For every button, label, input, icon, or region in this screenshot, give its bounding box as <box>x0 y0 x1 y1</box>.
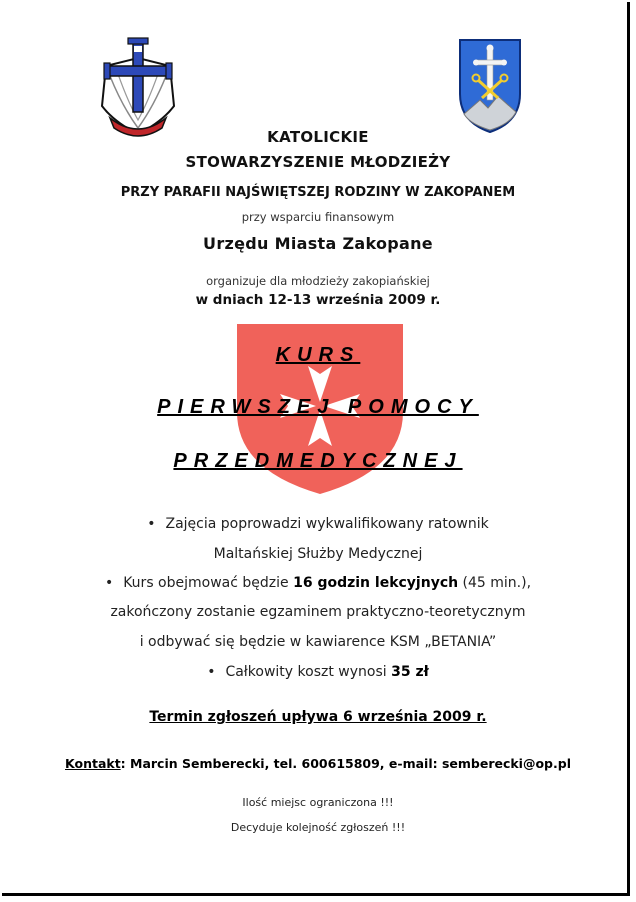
detail-bullet-3 <box>0 664 636 680</box>
ksm-emblem-icon <box>88 36 188 142</box>
organizes-text: organizuje dla młodzieży zakopiańskiej <box>206 274 430 288</box>
course-title-pierwszej-pomocy: PIERWSZEJ POMOCY <box>157 396 479 418</box>
registration-deadline: Termin zgłoszeń upływa 6 września 2009 r. <box>149 709 487 725</box>
event-dates: w dniach 12-13 września 2009 r. <box>195 292 441 308</box>
detail-bullet-2-post: (45 min.), <box>458 575 532 591</box>
detail-bullet-2-cont-2: i odbywać się będzie w kawiarence KSM „BETANIA” <box>139 634 497 650</box>
detail-bullet-1-text: Zajęcia poprowadzi wykwalifikowany ratownik <box>165 516 489 532</box>
note-order-of-registration: Decyduje kolejność zgłoszeń !!! <box>230 821 406 834</box>
detail-hours: 16 godzin lekcyjnych <box>293 575 459 591</box>
bullet-icon: • <box>147 516 156 532</box>
detail-bullet-2 <box>0 575 636 591</box>
contact-line <box>0 756 636 771</box>
detail-bullet-1-cont: Maltańskiej Służby Medycznej <box>213 546 423 562</box>
support-text: przy wsparciu finansowym <box>241 210 395 224</box>
bullet-icon: • <box>207 664 216 680</box>
detail-cost: 35 zł <box>391 664 429 680</box>
zakopane-coat-of-arms-icon <box>458 38 522 134</box>
detail-bullet-1 <box>0 516 636 532</box>
contact-label: Kontakt <box>65 756 121 771</box>
detail-bullet-3-pre: Całkowity koszt wynosi <box>225 664 392 680</box>
sponsor-city: Urzędu Miasta Zakopane <box>203 234 433 253</box>
note-limited-places: Ilość miejsc ograniczona !!! <box>242 796 394 809</box>
header-line-parafia: PRZY PARAFII NAJŚWIĘTSZEJ RODZINY W ZAKOPANEM <box>120 185 516 200</box>
course-title-kurs: KURS <box>275 344 361 366</box>
header-line-katolickie: KATOLICKIE <box>267 128 369 146</box>
contact-details: : Marcin Semberecki, tel. 600615809, e-mail: semberecki@op.pl <box>120 756 571 771</box>
header-line-stowarzyszenie: STOWARZYSZENIE MŁODZIEŻY <box>185 153 451 171</box>
detail-bullet-2-pre: Kurs obejmować będzie <box>123 575 294 591</box>
detail-bullet-2-cont-1: zakończony zostanie egzaminem praktyczno-teoretycznym <box>110 604 526 620</box>
bullet-icon: • <box>104 575 114 591</box>
course-title-przedmedycznej: PRZEDMEDYCZNEJ <box>173 450 463 472</box>
